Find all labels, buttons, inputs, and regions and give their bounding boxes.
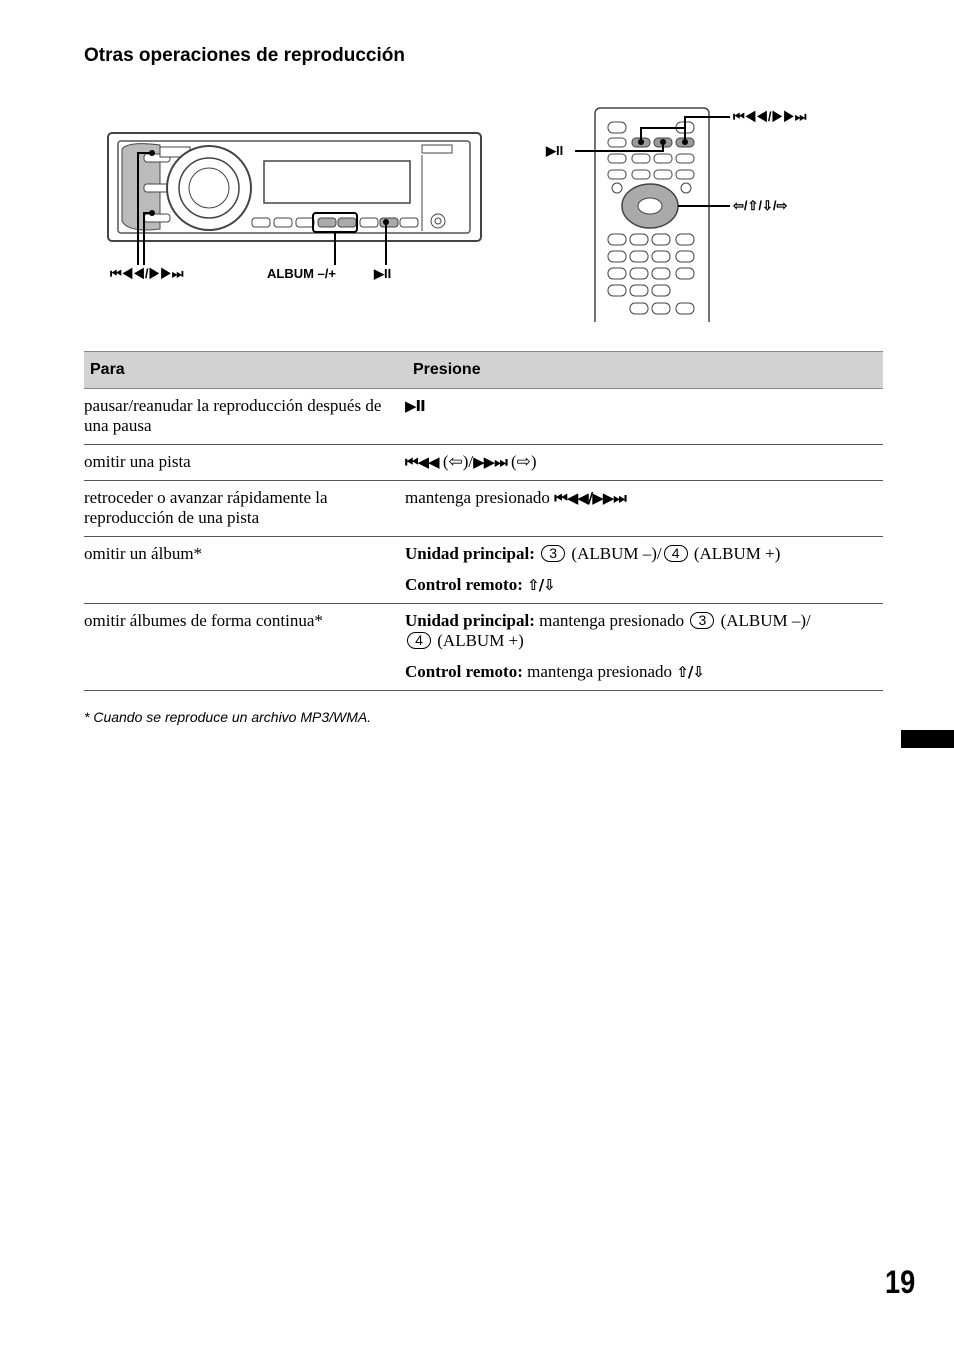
cell-para: omitir un álbum* — [84, 537, 405, 604]
next-symbol: ▶▶⏭ — [473, 453, 507, 471]
table-row — [84, 537, 883, 604]
hold-text: mantenga presionado — [539, 611, 685, 630]
remote-hold-text: mantenga presionado — [527, 662, 673, 681]
button-3-badge: 3 — [541, 545, 565, 562]
cell-presione — [405, 389, 883, 445]
button-4-badge: 4 — [407, 632, 431, 649]
seek-symbol: ⏮◀◀/▶▶⏭ — [554, 489, 626, 507]
unit-play-pause-label: ▶II — [374, 266, 392, 281]
table-row — [84, 445, 883, 481]
cell-para: pausar/reanudar la reproducción después de una pausa — [84, 389, 405, 445]
cell-presione — [405, 604, 883, 691]
prev-symbol: ⏮◀◀ — [405, 453, 439, 471]
remote-label: Control remoto: — [405, 662, 523, 681]
unit-instruction — [405, 611, 883, 651]
table-row — [84, 481, 883, 537]
unit-seek-label: ⏮◀◀/▶▶⏭ — [110, 266, 184, 281]
up-down-arrow-icon: ⇧/⇩ — [676, 663, 704, 681]
unit-label: Unidad principal: — [405, 611, 535, 630]
play-pause-symbol: ▶II — [405, 397, 425, 415]
unit-instruction — [405, 544, 883, 564]
unit-album-label: ALBUM –/+ — [267, 266, 336, 281]
cell-presione — [405, 537, 883, 604]
album-plus-text: (ALBUM +) — [437, 631, 524, 650]
button-4-badge: 4 — [664, 545, 688, 562]
header-presione: Presione — [405, 352, 883, 389]
operations-table — [84, 351, 883, 691]
album-minus-text: (ALBUM –)/ — [571, 544, 662, 563]
table-row — [84, 389, 883, 445]
up-down-arrow-icon: ⇧/⇩ — [527, 576, 555, 594]
cell-para: omitir una pista — [84, 445, 405, 481]
section-tab-marker — [901, 730, 954, 748]
hold-text: mantenga presionado — [405, 488, 550, 507]
remote-instruction — [405, 575, 883, 595]
cell-presione — [405, 481, 883, 537]
footnote: * Cuando se reproduce un archivo MP3/WMA. — [84, 709, 372, 725]
remote-control-illustration — [560, 100, 730, 325]
remote-play-pause-label: ▶II — [546, 143, 564, 158]
section-heading: Otras operaciones de reproducción — [84, 45, 405, 66]
cell-para: retroceder o avanzar rápidamente la reproducción de una pista — [84, 481, 405, 537]
remote-seek-label: ⏮◀◀/▶▶⏭ — [733, 109, 807, 124]
remote-arrows-label: ⇦/⇧/⇩/⇨ — [733, 198, 788, 213]
remote-instruction — [405, 662, 883, 682]
header-para: Para — [84, 352, 405, 389]
button-3-badge: 3 — [690, 612, 714, 629]
left-arrow-paren: (⇦) — [442, 452, 469, 471]
right-arrow-paren: (⇨) — [510, 452, 537, 471]
separator: / — [468, 452, 474, 471]
album-plus-text: (ALBUM +) — [693, 544, 781, 563]
table-row — [84, 604, 883, 691]
cell-para: omitir álbumes de forma continua* — [84, 604, 405, 691]
cell-presione — [405, 445, 883, 481]
unit-label: Unidad principal: — [405, 544, 535, 563]
album-minus-text: (ALBUM –)/ — [720, 611, 811, 630]
remote-label: Control remoto: — [405, 575, 523, 594]
page-number: 19 — [885, 1264, 916, 1300]
table-header-row — [84, 352, 883, 389]
